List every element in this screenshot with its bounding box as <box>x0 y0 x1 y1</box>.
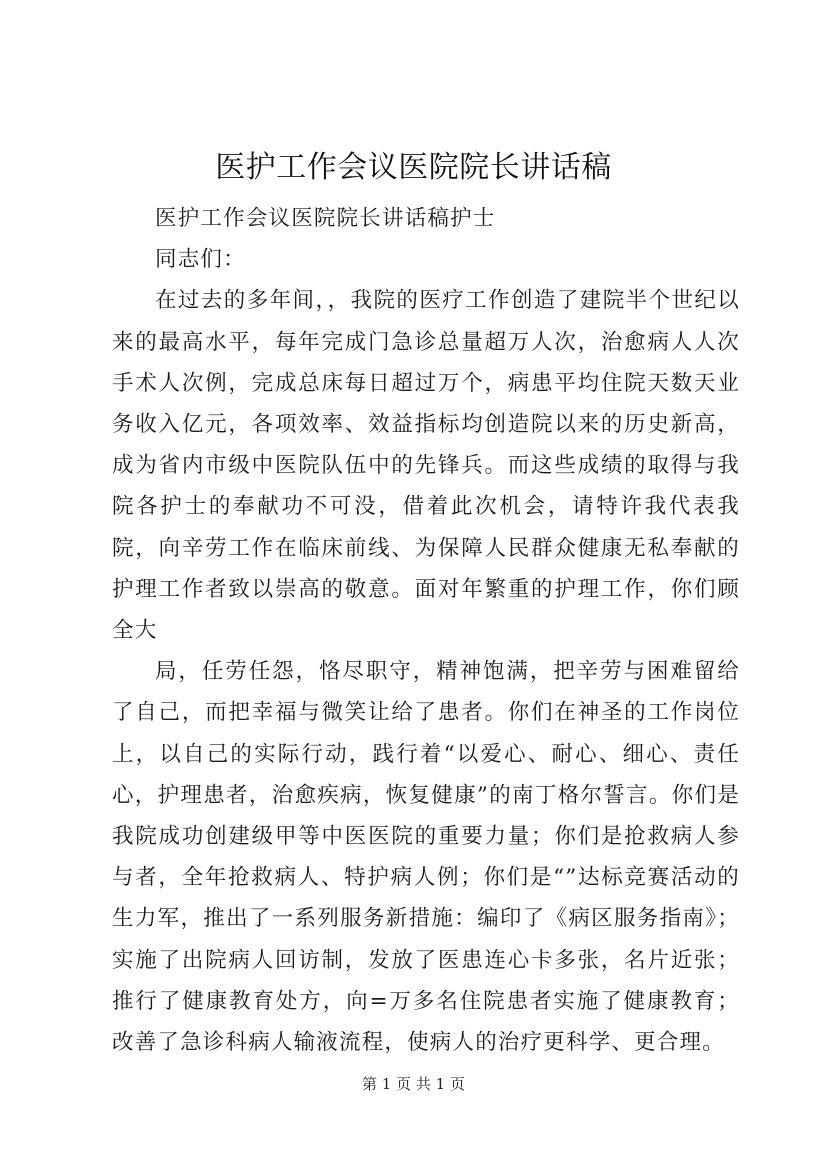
paragraph-1: 在过去的多年间，，我院的医疗工作创造了建院半个世纪以来的最高水平，每年完成门急诊总量超万人次，治愈病人人次手术人次例，完成总床每日超过万个，病患平均住院天数天业务收入亿元，各项效率、效益指标均创造院以来的历史新高，成为省内市级中医院队伍中的先锋兵。而这些成绩的取得与我院各护士的奉献功不可没，借着此次机会，请特许我代表我院，向辛劳工作在临床前线、为保障人民群众健康无私奉献的护理工作者致以崇高的敬意。面对年繁重的护理工作，你们顾全大 <box>112 288 740 644</box>
document-subtitle: 医护工作会议医院院长讲话稿护士 <box>155 206 496 231</box>
page-number-footer: 第 1 页 共 1 页 <box>362 1075 465 1093</box>
salutation: 同志们： <box>155 247 246 273</box>
paragraph-2: 局，任劳任怨，恪尽职守，精神饱满，把辛劳与困难留给了自己，而把幸福与微笑让给了患者。你们在神圣的工作岗位上，以自己的实际行动，践行着“以爱心、耐心、细心、责任心，护理患者，治愈疾病，恢复健康”的南丁格尔誓言。你们是我院成功创建级甲等中医医院的重要力量；你们是抢救病人参与者，全年抢救病人、特护病人例；你们是“”达标竞赛活动的生力军，推出了一系列服务新措施：编印了《病区服务指南》；实施了出院病人回访制，发放了医患连心卡多张，名片近张；推行了健康教育处方，向=万多名住院患者实施了健康教育；改善了急诊科病人输液流程，使病人的治疗更科学、更合理。 <box>112 659 740 1056</box>
document-body <box>112 198 740 1063</box>
document-title: 医护工作会议医院院长讲话稿 <box>215 150 612 185</box>
